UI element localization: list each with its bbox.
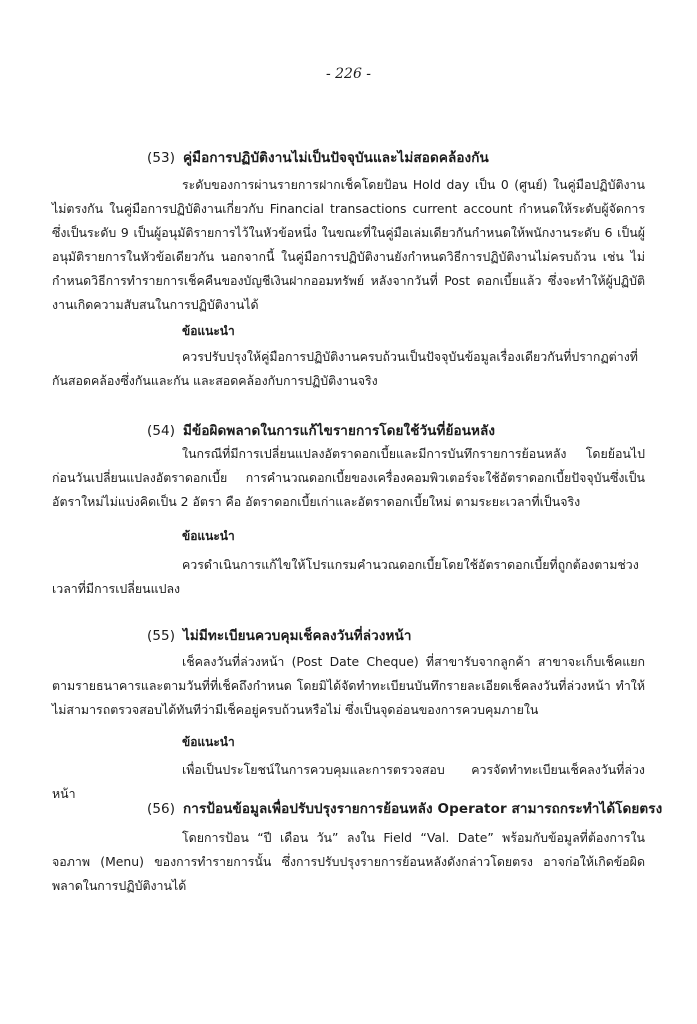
section-heading-55 xyxy=(147,624,412,646)
section-heading-54 xyxy=(147,419,495,441)
recommendation-text-54: ควรดำเนินการแก้ไขให้โปรแกรมคำนวณดอกเบี้ยโดยใช้อัตราดอกเบี้ยที่ถูกต้องตามช่วงเวลาที่มีการเปลี่ยนแปลง xyxy=(52,557,639,596)
section-title: ไม่มีทะเบียนควบคุมเช็คลงวันที่ล่วงหน้า xyxy=(183,628,412,644)
recommendation-label-55: ข้อแนะนำ xyxy=(182,735,235,749)
section-body-54: ในกรณีที่มีการเปลี่ยนแปลงอัตราดอกเบี้ยและมีการบันทึกรายการย้อนหลัง โดยย้อนไปก่อนวันเปลี่ยนแปลงอัตราดอกเบี้ย การคำนวณดอกเบี้ยของเครื่องคอมพิวเตอร์จะใช้อัตราดอกเบี้ยปัจจุบันซึ่งเป็นอัตราใหม่ไม่แบ่งคิดเป็น 2 อัตรา คือ อัตราดอกเบี้ยเก่าและอัตราดอกเบี้ยใหม่ ตามระยะเวลาที่เป็นจริง xyxy=(52,446,645,509)
section-body-56: โดยการป้อน “ปี เดือน วัน” ลงใน Field “Val. Date” พร้อมกับข้อมูลที่ต้องการในจอภาพ (Menu) ของการทำรายการนั้น ซึ่งการปรับปรุงรายการย้อนหลังดังกล่าวโดยตรง อาจก่อให้เกิดข้อผิดพลาดในการปฏิบัติงานได้ xyxy=(52,830,645,893)
section-number: (55) xyxy=(147,628,176,644)
recommendation-label-54: ข้อแนะนำ xyxy=(182,529,235,543)
recommendation-text-53: ควรปรับปรุงให้คู่มือการปฏิบัติงานครบถ้วนเป็นปัจจุบันข้อมูลเรื่องเดียวกันที่ปรากฏต่างที่กันสอดคล้องซึ่งกันและกัน และสอดคล้องกับการปฏิบัติงานจริง xyxy=(52,349,638,388)
section-title: คู่มือการปฏิบัติงานไม่เป็นปัจจุบันและไม่สอดคล้องกัน xyxy=(183,150,489,166)
section-heading-56 xyxy=(147,797,662,819)
section-body-55: เช็คลงวันที่ล่วงหน้า (Post Date Cheque) ที่สาขารับจากลูกค้า สาขาจะเก็บเช็คแยกตามรายธนาคารและตามวันที่ที่เช็คถึงกำหนด โดยมิได้จัดทำทะเบียนบันทึกรายละเอียดเช็คลงวันที่ล่วงหน้า ทำให้ไม่สามารถตรวจสอบได้ทันทีว่ามีเช็คอยู่ครบถ้วนหรือไม่ ซึ่งเป็นจุดอ่อนของการควบคุมภายใน xyxy=(52,654,645,717)
section-heading-53 xyxy=(147,146,489,168)
section-number: (53) xyxy=(147,150,176,166)
section-number: (54) xyxy=(147,423,176,439)
section-title: การป้อนข้อมูลเพื่อปรับปรุงรายการย้อนหลัง Operator สามารถกระทำได้โดยตรง xyxy=(183,801,663,817)
recommendation-label-53: ข้อแนะนำ xyxy=(182,324,235,338)
page-number: - 226 - xyxy=(325,66,372,82)
section-number: (56) xyxy=(147,801,176,817)
section-body-53: ระดับของการผ่านรายการฝากเช็คโดยป้อน Hold day เป็น 0 (ศูนย์) ในคู่มือปฏิบัติงานไม่ตรงกัน ในคู่มือการปฏิบัติงานเกี่ยวกับ Financial transactions current account กำหนดให้ระดับผู้จัดการซึ่งเป็นระดับ 9 เป็นผู้อนุมัติรายการไว้ในหัวข้อหนึ่ง ในขณะที่ในคู่มือเล่มเดียวกันกำหนดให้พนักงานระดับ 6 เป็นผู้อนุมัติรายการในหัวข้อเดียวกัน นอกจากนี้ ในคู่มือการปฏิบัติงานยังกำหนดวิธีการปฏิบัติงานไม่ครบถ้วน เช่น ไม่กำหนดวิธีการทำรายการเช็คคืนของบัญชีเงินฝากออมทรัพย์ หลังจากวันที่ Post ดอกเบี้ยแล้ว ซึ่งจะทำให้ผู้ปฏิบัติงานเกิดความสับสนในการปฏิบัติงานได้ xyxy=(52,177,645,312)
section-title: มีข้อผิดพลาดในการแก้ไขรายการโดยใช้วันที่ย้อนหลัง xyxy=(183,423,496,439)
recommendation-text-55: เพื่อเป็นประโยชน์ในการควบคุมและการตรวจสอบ ควรจัดทำทะเบียนเช็คลงวันที่ล่วงหน้า xyxy=(52,762,645,801)
